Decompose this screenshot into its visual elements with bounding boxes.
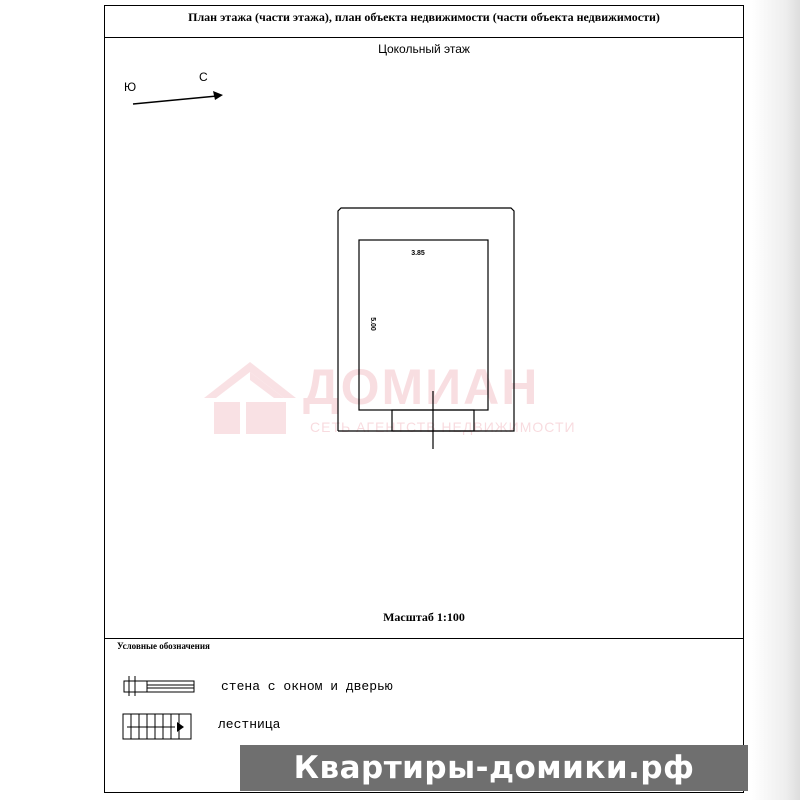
legend-item-wall-label: стена с окном и дверью	[221, 679, 393, 694]
sheet-title: План этажа (части этажа), план объекта недвижимости (части объекта недвижимости)	[105, 6, 743, 38]
legend-title: Условные обозначения	[117, 641, 210, 651]
dimension-width: 3.85	[411, 250, 425, 257]
dimension-height: 5.00	[369, 317, 376, 331]
watermark-subtitle: СЕТЬ АГЕНТСТВ НЕДВИЖИМОСТИ	[310, 419, 576, 435]
page-edge-shadow	[752, 0, 800, 800]
legend-divider	[105, 638, 743, 639]
site-banner[interactable]: Квартиры-домики.рф	[240, 745, 748, 791]
watermark-name: ДОМИАН	[303, 359, 540, 415]
floor-plan-drawing	[105, 6, 745, 606]
legend-item-stairs-label: лестница	[218, 717, 281, 732]
compass-south-label: Ю	[124, 80, 137, 94]
wall-window-door-icon	[121, 675, 197, 697]
stairs-icon	[121, 712, 195, 742]
compass-north-label: С	[199, 70, 208, 84]
floor-plan-sheet	[104, 5, 744, 793]
scale-label: Масштаб 1:100	[383, 610, 465, 624]
floor-name: Цокольный этаж	[378, 42, 470, 56]
